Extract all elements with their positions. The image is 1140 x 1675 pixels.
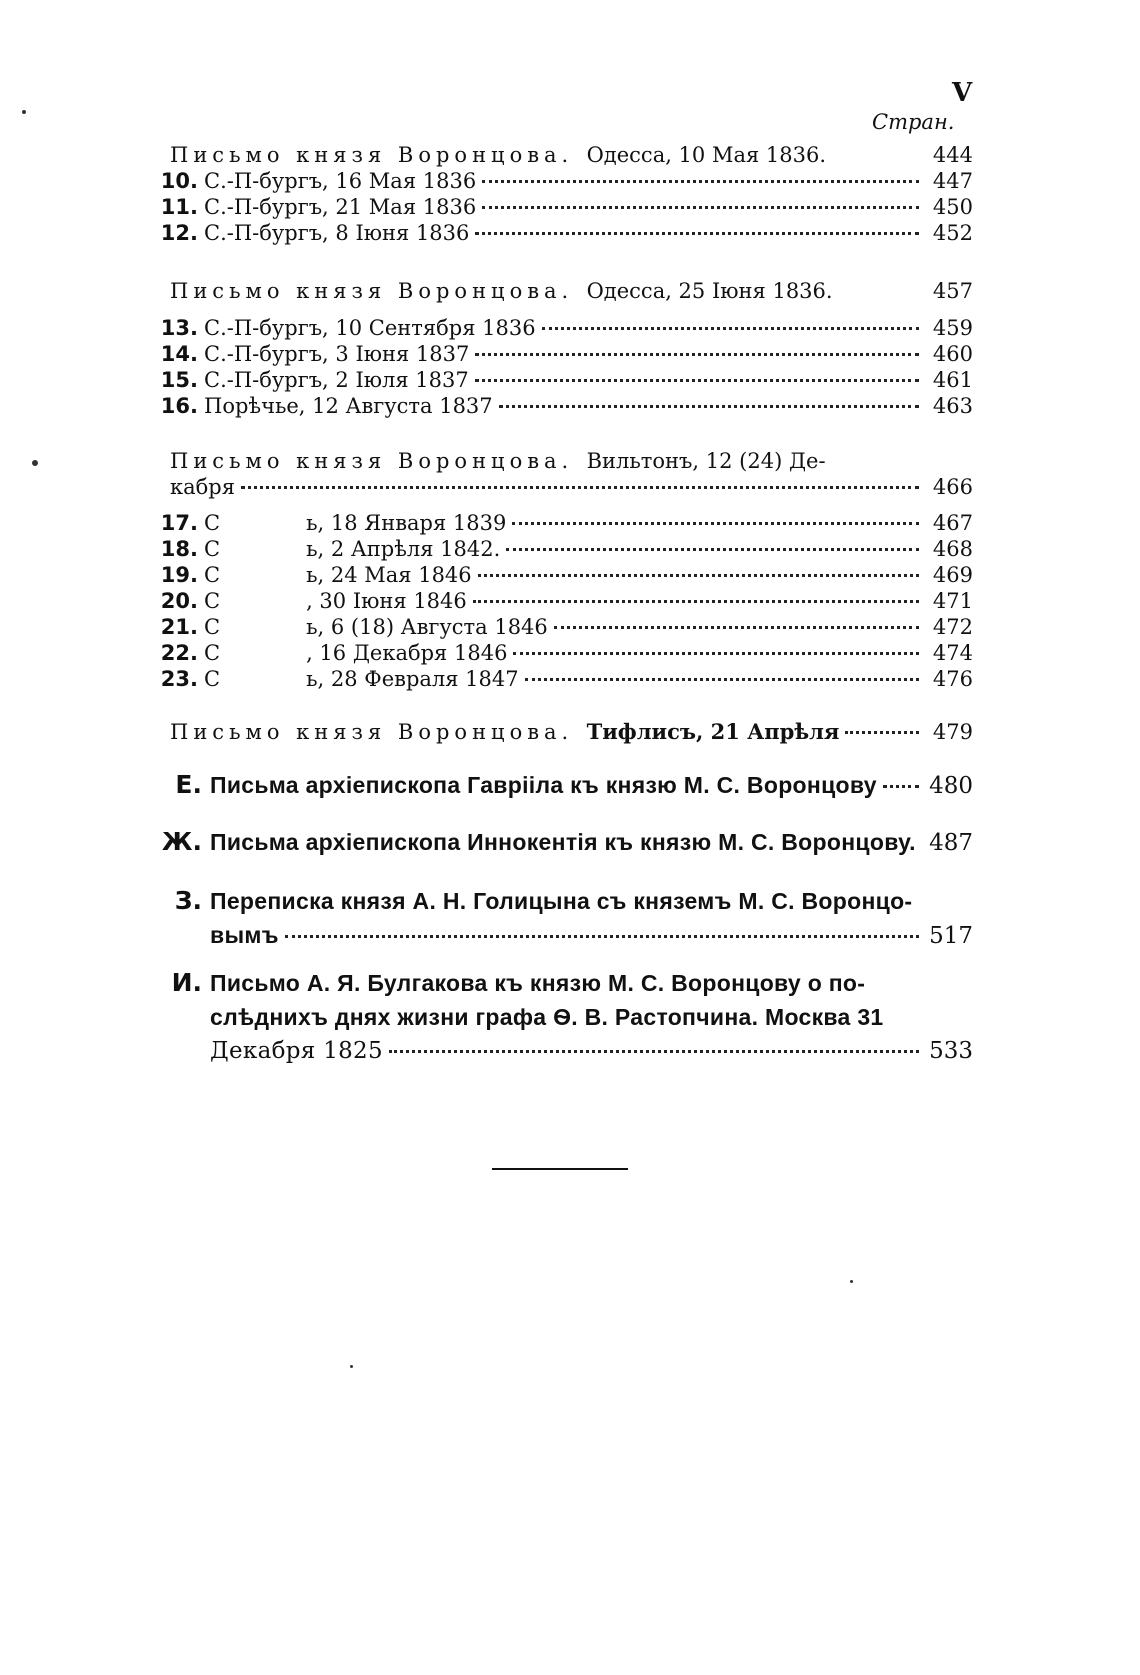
toc-row bbox=[150, 666, 973, 692]
toc-row bbox=[150, 341, 973, 367]
page-ref: 452 bbox=[932, 221, 973, 245]
letter-entry bbox=[170, 719, 973, 745]
page-ref: 463 bbox=[932, 394, 973, 418]
entry-prefix: С bbox=[204, 615, 221, 639]
section-title: Письма архіепископа Иннокентія къ князю М. С. Воронцову. bbox=[210, 829, 916, 855]
page-ref: 517 bbox=[929, 923, 973, 949]
entry-text: , 30 Іюня 1846 bbox=[306, 589, 467, 613]
entry-text: ь, 2 Апрѣля 1842. bbox=[306, 537, 501, 561]
page-column-header: Стран. bbox=[872, 110, 955, 134]
page-ref: 468 bbox=[932, 537, 973, 561]
entry-number: 12. bbox=[160, 221, 198, 245]
scan-speck bbox=[22, 110, 26, 114]
toc-row bbox=[150, 393, 973, 419]
entry-text: ь, 28 Февраля 1847 bbox=[306, 667, 519, 691]
entry-text: С.-П-бургъ, 21 Мая 1836 bbox=[204, 195, 477, 219]
section-letter: Е. bbox=[175, 770, 202, 799]
leader-dots bbox=[389, 1050, 919, 1053]
letter-title: Письмо князя Воронцова. bbox=[170, 279, 574, 303]
entry-number: 17. bbox=[160, 511, 198, 535]
leader-dots bbox=[513, 652, 919, 655]
scan-speck bbox=[350, 1365, 353, 1368]
toc-row bbox=[150, 536, 973, 562]
letter-entry bbox=[170, 448, 973, 474]
entry-text: С.-П-бургъ, 10 Сентября 1836 bbox=[204, 316, 536, 340]
leader-dots bbox=[525, 678, 919, 681]
section-title: Письма архіепископа Гаврііла къ князю М. С. Воронцову bbox=[210, 772, 877, 798]
entry-prefix: С bbox=[204, 589, 221, 613]
entry-text: С.-П-бургъ, 8 Іюня 1836 bbox=[204, 221, 470, 245]
letter-entry bbox=[170, 278, 973, 304]
letter-place-date: Одесса, 25 Іюня 1836. bbox=[586, 279, 833, 303]
leader-dots bbox=[512, 522, 919, 525]
leader-dots bbox=[475, 353, 919, 356]
section-entry-e bbox=[150, 768, 973, 803]
page-ref: 467 bbox=[932, 511, 973, 535]
entry-text: С.-П-бургъ, 2 Іюля 1837 bbox=[204, 368, 469, 392]
leader-dots bbox=[499, 405, 919, 408]
section-title-line1: Переписка князя А. Н. Голицына съ княземъ М. С. Воронцо- bbox=[210, 888, 913, 914]
entry-number: 13. bbox=[160, 316, 198, 340]
page-ref: 469 bbox=[932, 563, 973, 587]
closing-rule bbox=[492, 1168, 628, 1170]
leader-dots bbox=[475, 232, 919, 235]
entry-text: С.-П-бургъ, 16 Мая 1836 bbox=[204, 169, 477, 193]
page-ref: 472 bbox=[932, 615, 973, 639]
letter-title: Письмо князя Воронцова. bbox=[170, 143, 574, 167]
leader-dots bbox=[482, 180, 919, 183]
entry-number: 22. bbox=[160, 641, 198, 665]
entry-number: 11. bbox=[160, 195, 198, 219]
page-ref: 474 bbox=[932, 641, 973, 665]
entry-text: ь, 18 Января 1839 bbox=[306, 511, 507, 535]
entry-text: ь, 24 Мая 1846 bbox=[306, 563, 472, 587]
letter-entry-continuation bbox=[170, 474, 973, 500]
leader-dots bbox=[478, 574, 919, 577]
scan-speck bbox=[32, 460, 38, 466]
section-letter: Ж. bbox=[161, 827, 202, 856]
letter-continuation: кабря bbox=[170, 475, 235, 499]
page-ref: 459 bbox=[932, 316, 973, 340]
entry-prefix: С bbox=[204, 641, 221, 665]
page-ref: 450 bbox=[932, 195, 973, 219]
page-number: V bbox=[952, 78, 973, 108]
section-letter: И. bbox=[171, 968, 202, 997]
toc-row bbox=[150, 168, 973, 194]
entry-prefix: С bbox=[204, 537, 221, 561]
page-ref: 487 bbox=[929, 830, 973, 856]
page-ref: 471 bbox=[932, 589, 973, 613]
leader-dots bbox=[883, 785, 919, 788]
page-ref: 480 bbox=[929, 773, 973, 799]
entry-number: 23. bbox=[160, 667, 198, 691]
entry-text: Порѣчье, 12 Августа 1837 bbox=[204, 394, 493, 418]
entry-number: 16. bbox=[160, 394, 198, 418]
toc-row bbox=[150, 220, 973, 246]
leader-dots bbox=[554, 626, 919, 629]
leader-dots bbox=[506, 548, 919, 551]
section-title-line1: Письмо А. Я. Булгакова къ князю М. С. Воронцову о по- bbox=[210, 970, 866, 996]
page-ref: 461 bbox=[932, 368, 973, 392]
toc-row bbox=[150, 194, 973, 220]
section-entry-i bbox=[150, 966, 973, 1068]
entry-number: 15. bbox=[160, 368, 198, 392]
entry-number: 19. bbox=[160, 563, 198, 587]
page-ref: 466 bbox=[932, 475, 973, 499]
entry-number: 21. bbox=[160, 615, 198, 639]
leader-dots bbox=[482, 206, 919, 209]
entry-number: 10. bbox=[160, 169, 198, 193]
page-ref: 444 bbox=[932, 143, 973, 167]
toc-row bbox=[150, 367, 973, 393]
page-ref: 533 bbox=[929, 1038, 973, 1064]
page-ref: 460 bbox=[932, 342, 973, 366]
toc-row bbox=[150, 315, 973, 341]
section-title-line2: слѣднихъ днях жизни графа Ѳ. В. Растопчина. Москва 31 bbox=[210, 1004, 884, 1030]
leader-dots bbox=[285, 935, 919, 938]
leader-dots bbox=[845, 731, 919, 734]
leader-dots bbox=[542, 327, 919, 330]
scan-speck bbox=[850, 1280, 853, 1283]
entry-prefix: С bbox=[204, 563, 221, 587]
letter-entry bbox=[170, 142, 973, 168]
letter-place-date: Одесса, 10 Мая 1836. bbox=[586, 143, 827, 167]
entry-text: С.-П-бургъ, 3 Іюня 1837 bbox=[204, 342, 470, 366]
leader-dots bbox=[473, 600, 919, 603]
page-ref: 476 bbox=[932, 667, 973, 691]
entry-text: , 16 Декабря 1846 bbox=[306, 641, 508, 665]
entry-text: ь, 6 (18) Августа 1846 bbox=[306, 615, 548, 639]
toc-row bbox=[150, 510, 973, 536]
entry-number: 14. bbox=[160, 342, 198, 366]
toc-row bbox=[150, 640, 973, 666]
leader-dots bbox=[241, 486, 919, 489]
leader-dots bbox=[475, 379, 919, 382]
letter-place-date: Вильтонъ, 12 (24) Де- bbox=[586, 449, 826, 473]
page-ref: 479 bbox=[932, 720, 973, 744]
section-title-line2: вымъ bbox=[210, 922, 279, 948]
toc-row bbox=[150, 562, 973, 588]
entry-number: 20. bbox=[160, 589, 198, 613]
section-entry-zh bbox=[150, 825, 973, 860]
section-title-line3: Декабря 1825 bbox=[210, 1038, 383, 1064]
entry-prefix: С bbox=[204, 667, 221, 691]
letter-title: Письмо князя Воронцова. bbox=[170, 720, 574, 744]
section-letter: З. bbox=[174, 886, 202, 915]
page-ref: 457 bbox=[932, 279, 973, 303]
section-entry-z bbox=[150, 884, 973, 952]
entry-number: 18. bbox=[160, 537, 198, 561]
entry-prefix: С bbox=[204, 511, 221, 535]
letter-title: Письмо князя Воронцова. bbox=[170, 449, 574, 473]
letter-place-date: Тифлисъ, 21 Апрѣля bbox=[586, 719, 840, 744]
page-ref: 447 bbox=[932, 169, 973, 193]
toc-row bbox=[150, 588, 973, 614]
toc-row bbox=[150, 614, 973, 640]
